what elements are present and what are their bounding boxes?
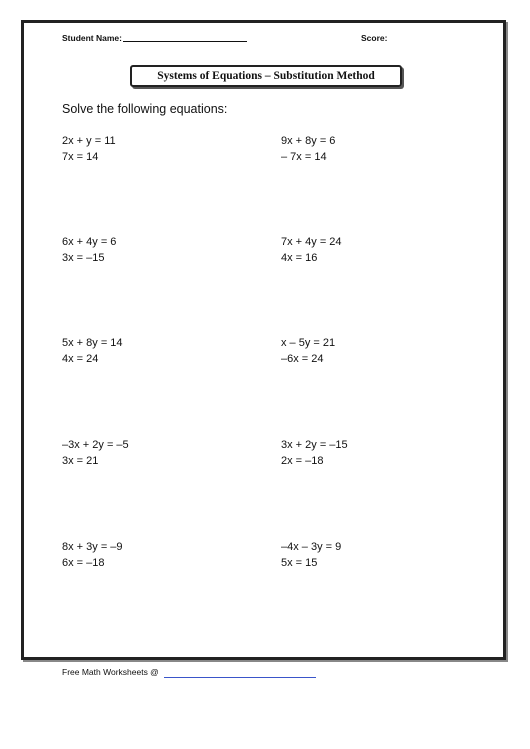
equation-1: 6x + 4y = 6 <box>62 236 117 248</box>
problem-8 <box>281 437 348 469</box>
problem-1 <box>62 133 116 165</box>
equation-1: 2x + y = 11 <box>62 135 116 147</box>
problem-6 <box>281 335 335 367</box>
footer-credit: Free Math Worksheets @ <box>62 667 159 677</box>
problem-3 <box>62 234 116 266</box>
equation-1: –3x + 2y = –5 <box>62 439 129 451</box>
problem-4 <box>281 234 342 266</box>
worksheet-title: Systems of Equations – Substitution Method <box>157 70 375 82</box>
instructions: Solve the following equations: <box>62 102 228 116</box>
footer-link[interactable] <box>164 677 316 678</box>
equation-2: 6x = –18 <box>62 557 105 569</box>
equation-1: 8x + 3y = –9 <box>62 541 123 553</box>
equation-2: 5x = 15 <box>281 557 318 569</box>
score-label: Score: <box>361 33 388 43</box>
equation-2: 7x = 14 <box>62 151 99 163</box>
title-box <box>130 65 402 87</box>
equation-2: 4x = 16 <box>281 252 318 264</box>
problem-7 <box>62 437 129 469</box>
equation-1: 3x + 2y = –15 <box>281 439 348 451</box>
problem-9 <box>62 539 123 571</box>
equation-1: –4x – 3y = 9 <box>281 541 342 553</box>
equation-1: 9x + 8y = 6 <box>281 135 336 147</box>
equation-1: 5x + 8y = 14 <box>62 337 123 349</box>
problem-10 <box>281 539 341 571</box>
equation-1: 7x + 4y = 24 <box>281 236 342 248</box>
equation-1: x – 5y = 21 <box>281 337 336 349</box>
equation-2: 3x = 21 <box>62 455 99 467</box>
problem-2 <box>281 133 335 165</box>
student-name-field[interactable] <box>123 41 247 42</box>
equation-2: 4x = 24 <box>62 353 99 365</box>
equation-2: 2x = –18 <box>281 455 324 467</box>
problem-5 <box>62 335 123 367</box>
equation-2: –6x = 24 <box>281 353 324 365</box>
equation-2: – 7x = 14 <box>281 151 327 163</box>
equation-2: 3x = –15 <box>62 252 105 264</box>
student-name-label: Student Name: <box>62 33 122 43</box>
